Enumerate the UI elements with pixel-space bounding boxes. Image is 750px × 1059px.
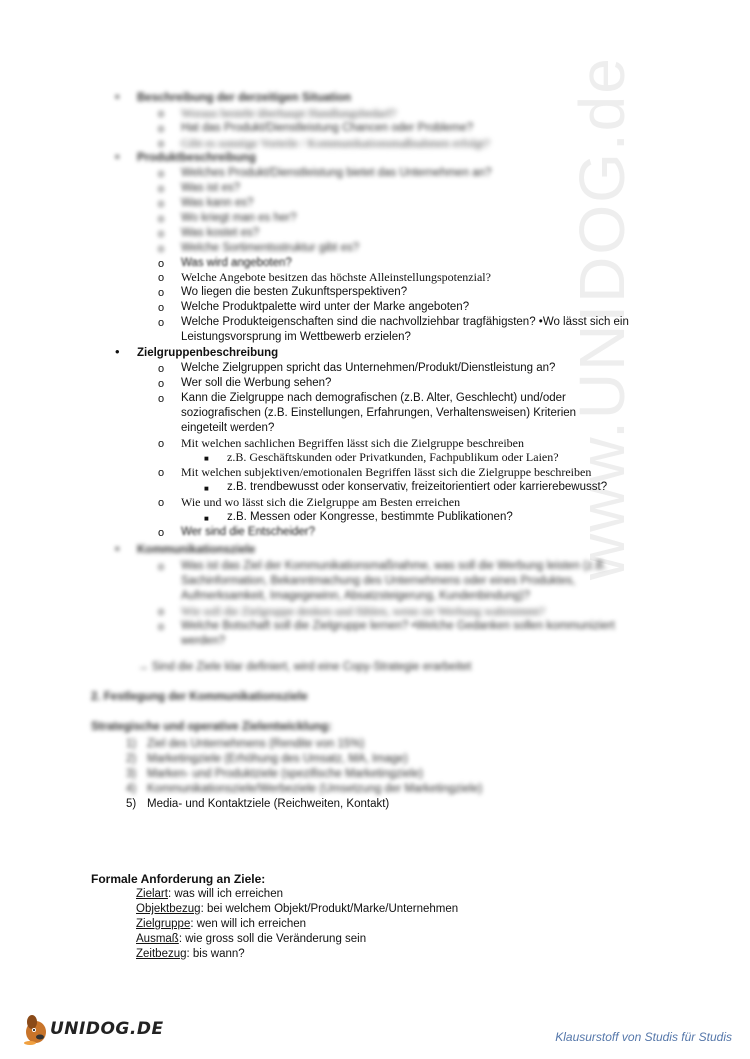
list-item: Welche Angebote besitzen das höchste Alleinstellungspotenzial?: [181, 270, 491, 284]
sub-list-item: z.B. trendbewusst oder konservativ, freizeitorientiert oder karrierebewusst?: [227, 481, 608, 493]
bullet: o: [158, 317, 165, 329]
bullet: •: [115, 541, 120, 556]
bullet: o: [158, 198, 165, 210]
bullet: o: [158, 378, 165, 390]
formal-item: [136, 947, 245, 962]
heading-3: Strategische und operative Zielentwicklung:: [91, 721, 332, 733]
formal-heading: Formale Anforderung an Ziele:: [91, 872, 266, 886]
bullet: o: [158, 138, 165, 150]
bullet: o: [158, 561, 165, 573]
list-item-continuation: eingeteilt werden?: [181, 422, 275, 434]
list-item: Welche Sortimentsstruktur gibt es?: [181, 242, 360, 254]
formal-desc: : was will ich erreichen: [167, 888, 283, 900]
list-item-continuation: Aufmerksamkeit, Imagegewinn, Absatzsteigerung, Kundenbindung)?: [181, 590, 531, 602]
list-number: 3): [126, 768, 137, 780]
list-item: Welche Produktpalette wird unter der Marke angeboten?: [181, 301, 470, 313]
section-heading: Beschreibung der derzeitigen Situation: [137, 92, 352, 104]
bullet: o: [158, 302, 165, 314]
list-item: Woraus besteht überhaupt Handlungsbedarf?: [181, 106, 397, 120]
bullet: o: [158, 393, 165, 405]
list-item: Was kann es?: [181, 197, 254, 209]
bullet: o: [158, 272, 165, 284]
formal-desc: : bis wann?: [186, 948, 245, 960]
bullet: o: [158, 243, 165, 255]
bullet: o: [158, 183, 165, 195]
bullet: o: [158, 621, 165, 633]
section-heading: Zielgruppenbeschreibung: [137, 347, 279, 359]
bullet: o: [158, 213, 165, 225]
list-number: 4): [126, 783, 137, 795]
sub-list-item: z.B. Messen oder Kongresse, bestimmte Publikationen?: [227, 511, 513, 523]
list-item: Welche Zielgruppen spricht das Unternehmen/Produkt/Dienstleistung an?: [181, 362, 556, 374]
list-item: Kann die Zielgruppe nach demografischen (z.B. Alter, Geschlecht) und/oder: [181, 392, 566, 404]
bullet: •: [115, 89, 120, 104]
formal-item: [136, 932, 366, 947]
formal-term: Objektbezug: [136, 903, 201, 915]
sub-list-item: z.B. Geschäftskunden oder Privatkunden, Fachpublikum oder Laien?: [227, 450, 559, 464]
bullet: ■: [204, 484, 209, 493]
section-heading: Kommunikationsziele: [137, 544, 256, 556]
list-item: Wie und wo lässt sich die Zielgruppe am Besten erreichen: [181, 495, 461, 509]
list-item: Media- und Kontaktziele (Reichweiten, Kontakt): [147, 798, 390, 810]
watermark: www.UNIDOG.de: [566, 56, 638, 580]
bullet: o: [158, 467, 165, 479]
list-item-continuation: Leistungsvorsprung im Wettbewerb erzielen?: [181, 331, 411, 343]
bullet: o: [158, 606, 165, 618]
bullet: o: [158, 497, 165, 509]
list-item-continuation: werden?: [181, 635, 226, 647]
formal-term: Zeitbezug: [136, 948, 187, 960]
bullet: •: [115, 149, 120, 164]
formal-item: [136, 887, 283, 902]
list-number: 2): [126, 753, 137, 765]
list-number: 1): [126, 738, 137, 750]
list-item-continuation: soziografischen (z.B. Einstellungen, Erfahrungen, Verhaltensweisen) Kriterien: [181, 407, 577, 419]
list-number: 5): [126, 798, 137, 810]
list-item: Welche Botschaft soll die Zielgruppe lernen? •Welche Gedanken sollen kommuniziert: [181, 620, 615, 632]
bullet: o: [158, 363, 165, 375]
bullet: o: [158, 228, 165, 240]
list-item: Wie soll die Zielgruppe denken und fühlen, wenn sie Werbung wahrnimmt?: [181, 604, 545, 618]
list-item: Kommunikationsziele/Werbeziele (Umsetzung der Marketingziele): [147, 783, 483, 795]
bullet: o: [158, 287, 165, 299]
formal-term: Zielart: [136, 888, 168, 900]
footer-tagline: Klausurstoff von Studis für Studis: [555, 1030, 732, 1044]
list-item: Welches Produkt/Dienstleistung bietet das Unternehmen an?: [181, 167, 492, 179]
note: → Sind die Ziele klar definiert, wird eine Copy-Strategie erarbeitet: [137, 661, 472, 673]
formal-desc: : bei welchem Objekt/Produkt/Marke/Unternehmen: [200, 903, 459, 915]
list-item: Was ist das Ziel der Kommunikationsmaßnahme, was soll die Werbung leisten (z.B.: [181, 560, 607, 572]
list-item: Marken- und Produktziele (spezifische Marketingziele): [147, 768, 424, 780]
list-item: Marketingziele (Erhöhung des Umsatz, MA, Image): [147, 753, 408, 765]
list-item-continuation: Sachinformation, Bekanntmachung des Unternehmens oder eines Produktes,: [181, 575, 576, 587]
section-heading: Produktbeschreibung: [137, 152, 256, 164]
formal-item: [136, 902, 458, 917]
list-item: Wo kriegt man es her?: [181, 212, 297, 224]
formal-desc: : wen will ich erreichen: [190, 918, 307, 930]
list-item: Was wird angeboten?: [181, 257, 292, 269]
heading-2: 2. Festlegung der Kommunikationsziele: [91, 691, 308, 703]
bullet: o: [158, 168, 165, 180]
bullet: •: [115, 344, 120, 359]
list-item: Mit welchen subjektiven/emotionalen Begriffen lässt sich die Zielgruppe beschreiben: [181, 465, 592, 479]
bullet: ■: [204, 454, 209, 463]
formal-term: Ausmaß: [136, 933, 179, 945]
list-item: Ziel des Unternehmens (Rendite von 15%): [147, 738, 365, 750]
list-item: Was ist es?: [181, 182, 241, 194]
list-item: Wer sind die Entscheider?: [181, 526, 316, 538]
list-item: Wer soll die Werbung sehen?: [181, 377, 332, 389]
list-item: Hat das Produkt/Dienstleistung Chancen oder Probleme?: [181, 122, 474, 134]
formal-item: [136, 917, 306, 932]
formal-term: Zielgruppe: [136, 918, 191, 930]
list-item: Gibt es sonstige Vorteile / Kommunikationsmaßnahmen erfolgt?: [181, 136, 490, 150]
bullet: o: [158, 108, 165, 120]
list-item: Wo liegen die besten Zukunftsperspektiven?: [181, 286, 408, 298]
bullet: o: [158, 258, 165, 270]
bullet: o: [158, 123, 165, 135]
formal-desc: : wie gross soll die Veränderung sein: [178, 933, 367, 945]
list-item: Welche Produkteigenschaften sind die nachvollziehbar tragfähigsten? •Wo lässt sich ein: [181, 316, 629, 328]
bullet: o: [158, 438, 165, 450]
list-item: Was kostet es?: [181, 227, 260, 239]
list-item: Mit welchen sachlichen Begriffen lässt sich die Zielgruppe beschreiben: [181, 436, 524, 450]
logo-text: UNIDOG.DE: [50, 1019, 164, 1039]
bullet: o: [158, 527, 165, 539]
bullet: ■: [204, 514, 209, 523]
